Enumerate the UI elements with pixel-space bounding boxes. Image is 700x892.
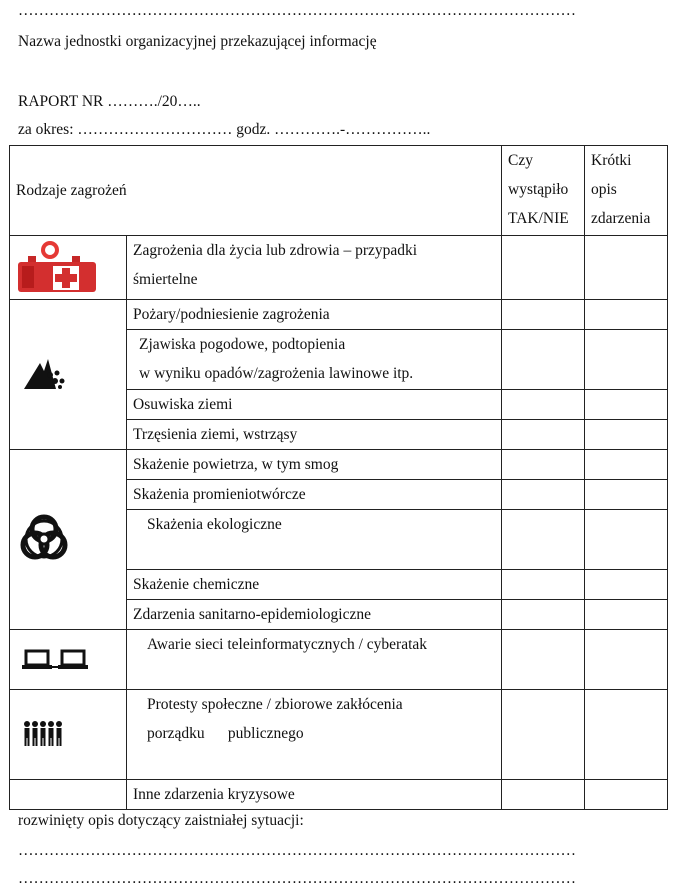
crowd-icon [10,691,127,779]
hazard-label-line: Zjawiska pogodowe, podtopienia [139,336,346,353]
hazard-label: Skażenie chemiczne [127,570,502,600]
col-header-occurred-line3: TAK/NIE [508,210,569,227]
hazard-label: Pożary/podniesienie zagrożenia [127,300,502,330]
occurred-cell[interactable] [502,510,585,570]
col-header-description-line3: zdarzenia [591,210,651,227]
col-header-occurred-line2: wystąpiło [508,181,569,198]
occurred-cell[interactable] [502,780,585,810]
col-header-hazard-types: Rodzaje zagrożeń [10,146,502,236]
icon-cell [10,780,127,810]
description-label: rozwinięty opis dotyczący zaistniałej sytuacji: [18,812,304,829]
description-cell[interactable] [585,300,668,330]
bottom-dotted-line-2: ……………………………………………………………………………………………… [18,870,576,887]
occurred-cell[interactable] [502,420,585,450]
table-row [10,780,668,810]
report-period: za okres: ………………………… godz. ………….-…………….. [18,121,431,138]
occurred-cell[interactable] [502,300,585,330]
table-row [10,630,668,690]
hazard-label-line: w wyniku opadów/zagrożenia lawinowe itp. [139,365,414,382]
icon-cell [10,690,127,780]
hazard-label: Awarie sieci teleinformatycznych / cyberatak [127,630,502,690]
hazard-label: Zdarzenia sanitarno-epidemiologiczne [127,600,502,630]
description-cell[interactable] [585,450,668,480]
description-cell[interactable] [585,510,668,570]
description-cell[interactable] [585,690,668,780]
hazard-label: Osuwiska ziemi [127,390,502,420]
occurred-cell[interactable] [502,600,585,630]
occurred-cell[interactable] [502,390,585,420]
hazard-label: Skażenia promieniotwórcze [127,480,502,510]
occurred-cell[interactable] [502,690,585,780]
occurred-cell[interactable] [502,480,585,510]
description-cell[interactable] [585,420,668,450]
hazard-label: Trzęsienia ziemi, wstrząsy [127,420,502,450]
hazard-label-line: porządku publicznego [147,725,304,742]
col-header-description-line2: opis [591,181,617,198]
icon-cell [10,630,127,690]
description-cell[interactable] [585,390,668,420]
col-header-occurred-line1: Czy [508,152,533,169]
hazard-label: Skażenie powietrza, w tym smog [127,450,502,480]
hazard-label [127,690,502,780]
occurred-cell[interactable] [502,630,585,690]
hazard-label-line: śmiertelne [133,271,198,288]
description-cell[interactable] [585,480,668,510]
hazard-label-line: Protesty społeczne / zbiorowe zakłócenia [147,696,403,713]
first-aid-kit-icon [10,238,110,298]
icon-cell [10,450,127,630]
description-cell[interactable] [585,780,668,810]
description-cell[interactable] [585,330,668,390]
table-header-row [10,146,668,236]
occurred-cell[interactable] [502,570,585,600]
col-header-occurred [502,146,585,236]
table-row [10,236,668,300]
occurred-cell[interactable] [502,450,585,480]
bottom-dotted-line-1: ……………………………………………………………………………………………… [18,842,576,859]
hazard-label: Inne zdarzenia kryzysowe [127,780,502,810]
hazard-label-line: Zagrożenia dla życia lub zdrowia – przypadki [133,242,418,259]
biohazard-icon [10,451,127,629]
hazard-label [127,330,502,390]
hazards-table [9,145,668,810]
report-number: RAPORT NR ………./20….. [18,93,201,110]
description-cell[interactable] [585,600,668,630]
landslide-icon [10,301,127,449]
hazard-label: Skażenia ekologiczne [127,510,502,570]
icon-cell [10,300,127,450]
occurred-cell[interactable] [502,236,585,300]
description-cell[interactable] [585,630,668,690]
table-row [10,300,668,330]
icon-cell [10,236,127,300]
computers-icon [10,631,127,689]
hazard-label [127,236,502,300]
top-dotted-line: ……………………………………………………………………………………………… [18,2,576,19]
description-cell[interactable] [585,236,668,300]
table-row [10,690,668,780]
table-row [10,450,668,480]
occurred-cell[interactable] [502,330,585,390]
unit-name-label: Nazwa jednostki organizacyjnej przekazującej informację [18,33,377,50]
col-header-description [585,146,668,236]
col-header-description-line1: Krótki [591,152,632,169]
description-cell[interactable] [585,570,668,600]
